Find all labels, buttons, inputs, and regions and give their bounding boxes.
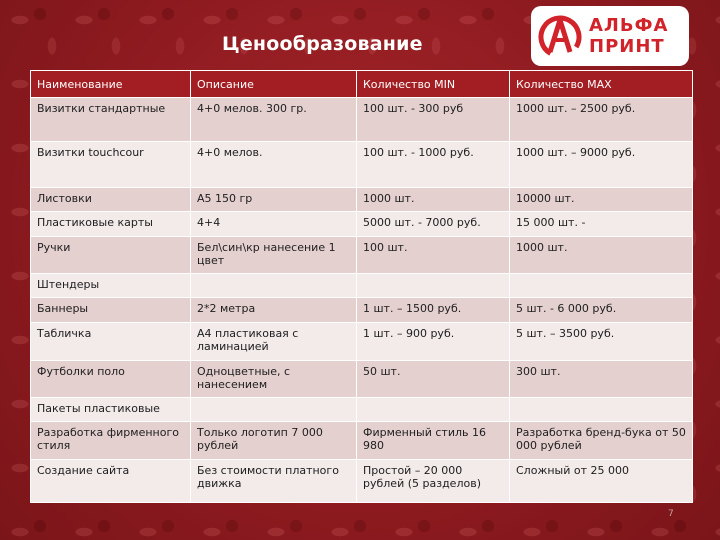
logo-line-2: ПРИНТ [589, 36, 665, 57]
header-quantity-max: Количество MAX [510, 71, 693, 98]
header-name: Наименование [31, 71, 191, 98]
cell-description: Без стоимости платного движка [191, 460, 357, 503]
table-header-row [31, 71, 693, 98]
cell-min: 1 шт. – 1500 руб. [357, 298, 510, 323]
cell-min: 100 шт. [357, 237, 510, 274]
cell-name: Пакеты пластиковые [31, 398, 191, 422]
logo-emblem-icon [537, 12, 583, 60]
cell-max: 1000 шт. [510, 237, 693, 274]
cell-name: Разработка фирменного стиля [31, 422, 191, 460]
cell-min: Фирменный стиль 16 980 [357, 422, 510, 460]
cell-min: 1 шт. – 900 руб. [357, 323, 510, 361]
alfa-print-logo [531, 6, 689, 66]
cell-name: Визитки стандартные [31, 98, 191, 142]
pricing-table [30, 70, 693, 503]
table-row [31, 212, 693, 237]
cell-name: Штендеры [31, 274, 191, 298]
cell-max: Сложный от 25 000 [510, 460, 693, 503]
page-number: 7 [668, 509, 674, 519]
cell-description: Только логотип 7 000 рублей [191, 422, 357, 460]
logo-line-1: АЛЬФА [589, 15, 669, 36]
table-row [31, 398, 693, 422]
header-description: Описание [191, 71, 357, 98]
slide-title: Ценообразование [222, 33, 423, 55]
cell-min [357, 398, 510, 422]
cell-description: 4+4 [191, 212, 357, 237]
table-row [31, 188, 693, 212]
cell-description: А5 150 гр [191, 188, 357, 212]
cell-max [510, 398, 693, 422]
cell-min: 100 шт. - 300 руб [357, 98, 510, 142]
cell-min: 100 шт. - 1000 руб. [357, 142, 510, 188]
header-quantity-min: Количество MIN [357, 71, 510, 98]
table-row [31, 361, 693, 398]
cell-max: 1000 шт. – 2500 руб. [510, 98, 693, 142]
cell-description: 2*2 метра [191, 298, 357, 323]
table-row [31, 237, 693, 274]
cell-description: Бел\син\кр нанесение 1 цвет [191, 237, 357, 274]
cell-description [191, 398, 357, 422]
cell-description: 4+0 мелов. 300 гр. [191, 98, 357, 142]
cell-name: Табличка [31, 323, 191, 361]
cell-min: 50 шт. [357, 361, 510, 398]
cell-name: Создание сайта [31, 460, 191, 503]
cell-name: Листовки [31, 188, 191, 212]
cell-max: 10000 шт. [510, 188, 693, 212]
cell-description [191, 274, 357, 298]
table-row [31, 323, 693, 361]
cell-min: 5000 шт. - 7000 руб. [357, 212, 510, 237]
cell-max: 5 шт. - 6 000 руб. [510, 298, 693, 323]
table-row [31, 98, 693, 142]
cell-max: 5 шт. – 3500 руб. [510, 323, 693, 361]
cell-min: 1000 шт. [357, 188, 510, 212]
cell-max: 15 000 шт. - [510, 212, 693, 237]
cell-name: Баннеры [31, 298, 191, 323]
cell-min [357, 274, 510, 298]
cell-name: Пластиковые карты [31, 212, 191, 237]
table-row [31, 142, 693, 188]
cell-description: 4+0 мелов. [191, 142, 357, 188]
cell-name: Футболки поло [31, 361, 191, 398]
cell-max [510, 274, 693, 298]
cell-name: Ручки [31, 237, 191, 274]
cell-description: А4 пластиковая с ламинацией [191, 323, 357, 361]
cell-max: Разработка бренд-бука от 50 000 рублей [510, 422, 693, 460]
cell-max: 1000 шт. – 9000 руб. [510, 142, 693, 188]
table-row [31, 298, 693, 323]
cell-min: Простой – 20 000 рублей (5 разделов) [357, 460, 510, 503]
cell-description: Одноцветные, с нанесением [191, 361, 357, 398]
table-row [31, 274, 693, 298]
cell-max: 300 шт. [510, 361, 693, 398]
table-row [31, 460, 693, 503]
table-row [31, 422, 693, 460]
cell-name: Визитки touchcour [31, 142, 191, 188]
